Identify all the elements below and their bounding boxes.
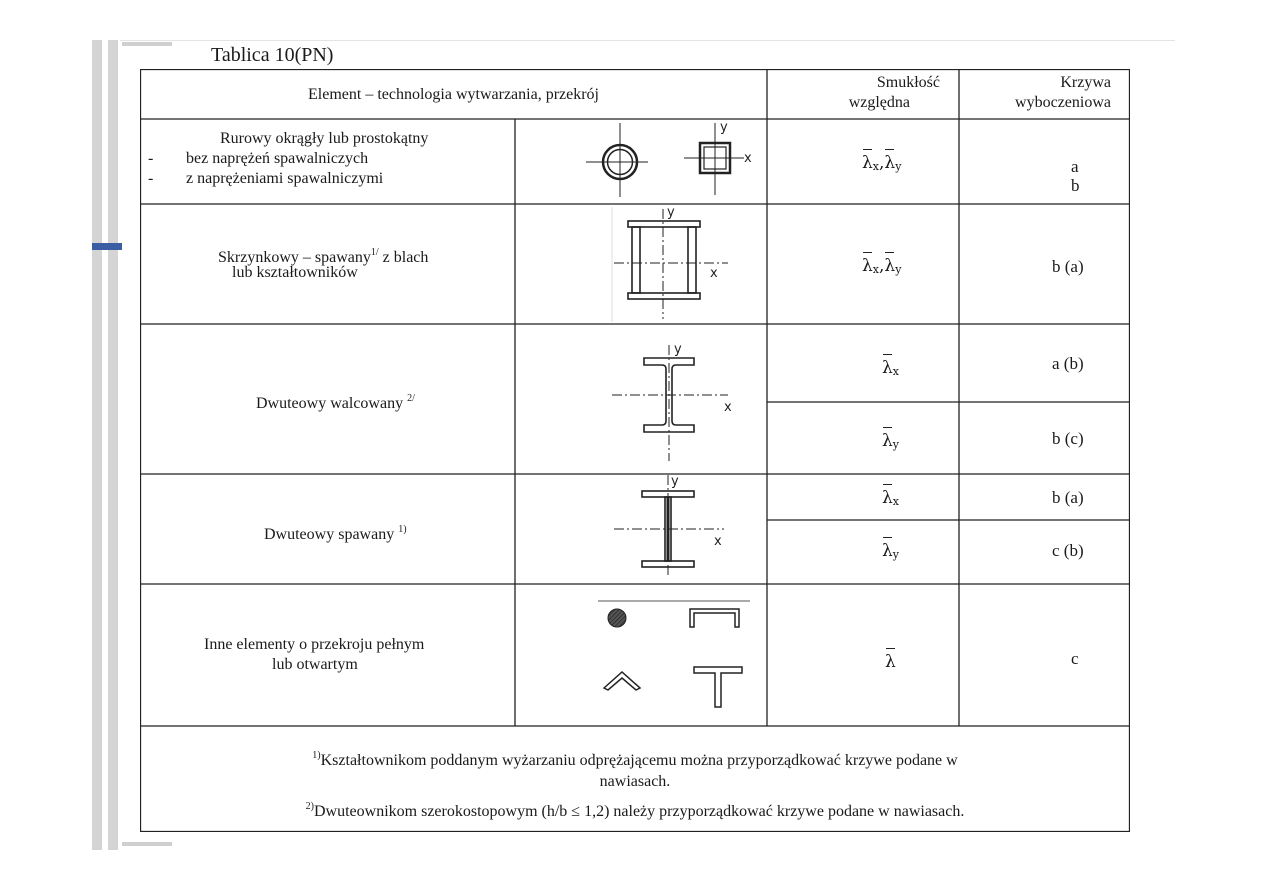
- row1-slenderness: $\lambda_x,\lambda_y$: [862, 153, 902, 173]
- y-axis-label: y: [674, 342, 682, 357]
- tee-section-icon: [694, 667, 742, 707]
- tick-bottom: [122, 842, 172, 846]
- row1-dash1: -: [148, 150, 154, 167]
- row5-title-line1: Inne elementy o przekroju pełnym: [204, 636, 425, 653]
- row3-curve-y: b (c): [1052, 429, 1084, 448]
- row1-curve-b: b: [1071, 176, 1080, 195]
- row2-slenderness: $\lambda_x,\lambda_y$: [862, 256, 902, 276]
- x-axis-label: x: [714, 534, 722, 549]
- row2-title-line1: Skrzynkowy – spawany$^{1/}$ z blach: [218, 247, 429, 266]
- footnote-1: $^{1)}$Kształtownikom poddanym wyżarzaniu odprężającemu można przyporządkować krzywe podane w nawiasach.: [312, 750, 958, 790]
- row4-slenderness-y: $\lambda_y$: [882, 541, 899, 561]
- solid-round-section-icon: [608, 609, 626, 627]
- header-curve-line2: wyboczeniowa: [1015, 94, 1111, 111]
- accent-bullet: [92, 243, 122, 250]
- row5-curve: c: [1071, 649, 1079, 668]
- row4-title: Dwuteowy spawany $^{1)}$: [264, 524, 407, 543]
- x-axis-label: x: [724, 400, 732, 415]
- other-sections-icons: [580, 593, 760, 723]
- header-curve-line1: Krzywa: [1060, 74, 1111, 91]
- rectangular-tube-section-icon: [678, 119, 758, 199]
- circular-tube-section-icon: [580, 123, 650, 199]
- x-axis-label: x: [710, 266, 718, 281]
- y-axis-label: y: [667, 207, 675, 220]
- row1-title: Rurowy okrągły lub prostokątny: [220, 130, 429, 147]
- welded-i-beam-section-icon: [606, 473, 746, 579]
- header-slenderness-line2: względna: [848, 94, 910, 111]
- tick-top: [122, 42, 172, 46]
- row1-curve-a: a: [1071, 157, 1079, 176]
- channel-section-icon: [690, 609, 739, 627]
- row3-title: Dwuteowy walcowany $^{2/}$: [256, 393, 415, 412]
- row2-curve: b (a): [1052, 257, 1084, 276]
- rolled-i-beam-section-icon: [606, 341, 746, 469]
- footnote-2: $^{2)}$Dwuteownikom szerokostopowym (h/b ≤ 1,2) należy przyporządkować krzywe podane w nawiasach.: [305, 801, 965, 820]
- header-slenderness-line1: Smukłość: [876, 74, 940, 91]
- row4-curve-y: c (b): [1052, 541, 1084, 560]
- row3-curve-x: a (b): [1052, 354, 1084, 373]
- row1-item2: z naprężeniami spawalniczymi: [186, 170, 384, 187]
- row1-dash2: -: [148, 170, 154, 187]
- row4-slenderness-x: $\lambda_x$: [882, 488, 899, 508]
- row1-item1: bez naprężeń spawalniczych: [186, 150, 369, 167]
- angle-section-icon: [604, 672, 640, 690]
- buckling-curve-table: [140, 69, 1130, 832]
- left-stripe-inner: [108, 40, 118, 850]
- top-rule: [120, 40, 1175, 41]
- row5-slenderness: λ: [885, 652, 896, 672]
- row5-title-line2: lub otwartym: [272, 656, 358, 673]
- box-section-icon: [610, 207, 740, 322]
- header-element: Element – technologia wytwarzania, przekrój: [308, 86, 599, 103]
- row2-title-line2: lub kształtowników: [232, 264, 358, 281]
- y-axis-label: y: [671, 474, 679, 489]
- x-axis-label: x: [744, 151, 752, 166]
- table-caption: Tablica 10(PN): [211, 44, 334, 66]
- left-stripe-outer: [92, 40, 102, 850]
- row4-curve-x: b (a): [1052, 488, 1084, 507]
- row3-slenderness-x: $\lambda_x$: [882, 358, 899, 378]
- row3-slenderness-y: $\lambda_y$: [882, 431, 899, 451]
- y-axis-label: y: [720, 120, 728, 135]
